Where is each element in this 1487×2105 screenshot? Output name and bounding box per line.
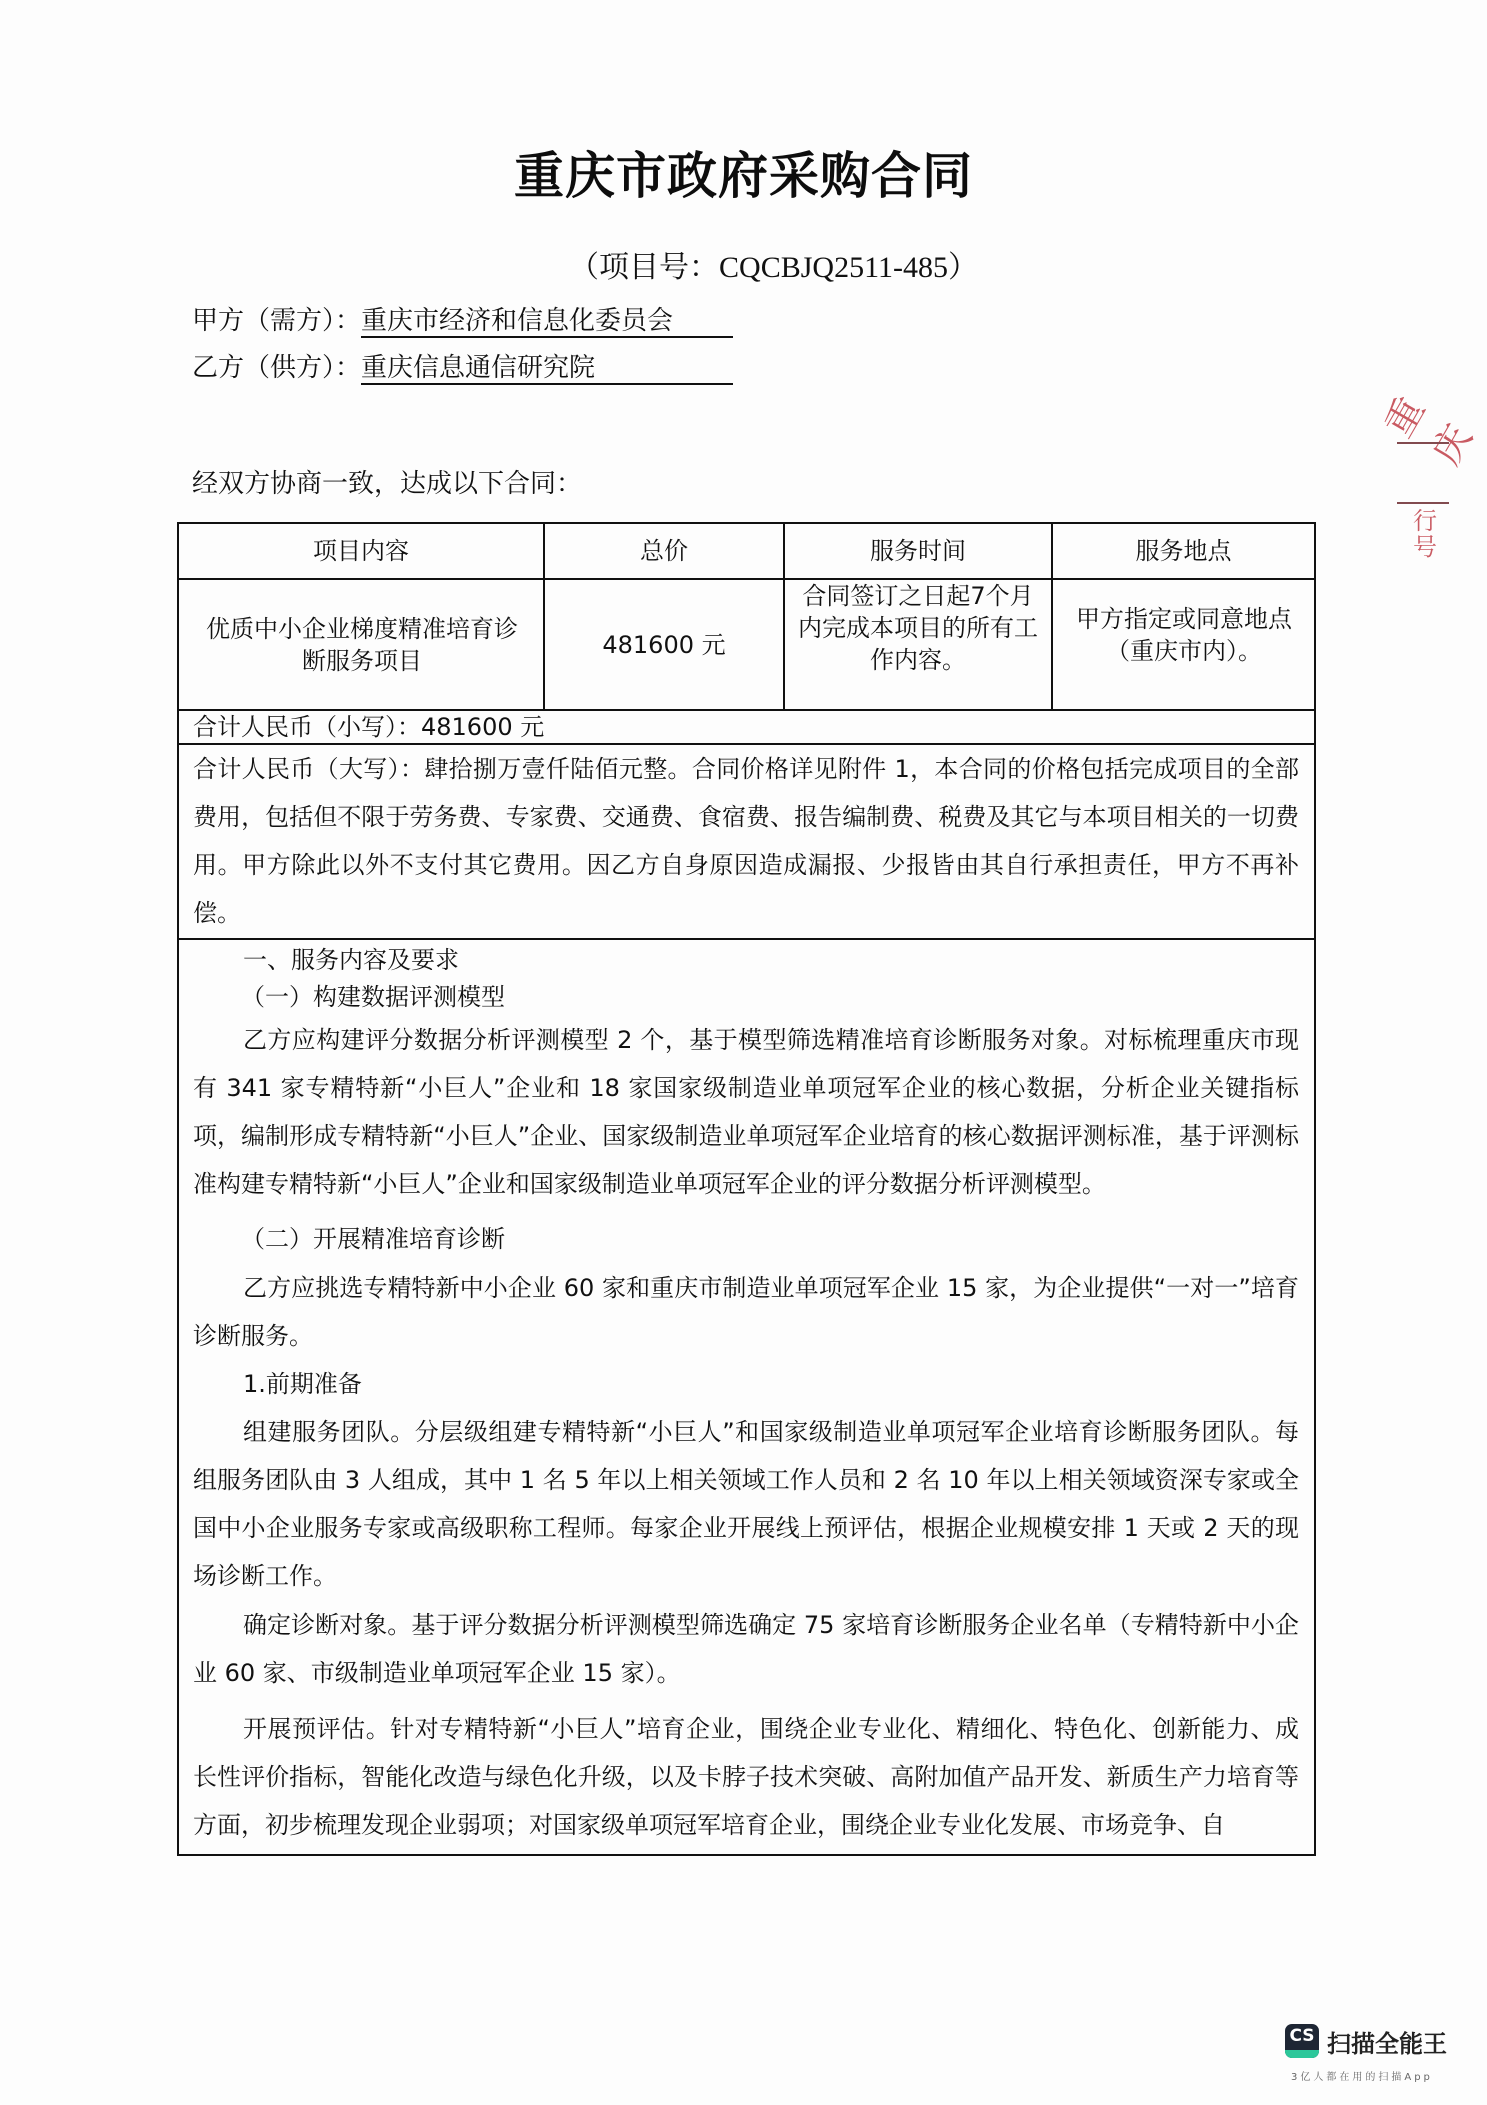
header-content: 项目内容 — [313, 537, 409, 565]
logo-text: CS — [1289, 2026, 1315, 2046]
step-1-paragraph-2: 确定诊断对象。基于评分数据分析评测模型筛选确定 75 家培育诊断服务企业名单（专精特新中小企业 60 家、市级制造业单项冠军企业 15 家）。 — [193, 1611, 1299, 1687]
stamp-line — [1397, 442, 1449, 444]
party-b-label: 乙方（供方）： — [192, 353, 362, 383]
contract-table — [177, 522, 1316, 1856]
subsection-1-title: （一）构建数据评测模型 — [241, 983, 505, 1011]
subsection-2-title: （二）开展精准培育诊断 — [241, 1225, 505, 1253]
total-lowercase: 合计人民币（小写）：481600 元 — [193, 713, 545, 741]
header-time: 服务时间 — [870, 537, 966, 565]
party-b — [192, 347, 733, 385]
header-location: 服务地点 — [1135, 537, 1232, 565]
cell-location: 甲方指定或同意地点（重庆市内）。 — [1076, 605, 1292, 665]
subsection-2-paragraph: 乙方应挑选专精特新中小企业 60 家和重庆市制造业单项冠军企业 15 家，为企业提供“一对一”培育诊断服务。 — [193, 1274, 1299, 1350]
official-seal-stamp — [1376, 350, 1481, 590]
party-a-label: 甲方（需方）： — [192, 306, 362, 336]
stamp-text-bottom: 行号 — [1413, 507, 1437, 561]
document-title: 重庆市政府采购合同 — [514, 147, 973, 205]
party-b-value: 重庆信息通信研究院 — [361, 353, 733, 385]
project-number: （项目号：CQCBJQ2511-485） — [569, 251, 978, 284]
step-1-paragraph-1: 组建服务团队。分层级组建专精特新“小巨人”和国家级制造业单项冠军企业培育诊断服务团队。每组服务团队由 3 人组成，其中 1 名 5 年以上相关领域工作人员和 2 名 10 年以上相关领域资深专家或全国中小企业服务专家或高级职称工程师。每家企业开展线上预评估，根据企业规模安排 1 天或 2 天的现场诊断工作。 — [193, 1418, 1299, 1590]
logo-stripe — [1285, 2050, 1319, 2058]
agreement-intro: 经双方协商一致，达成以下合同： — [192, 469, 583, 499]
section-title: 一、服务内容及要求 — [243, 946, 459, 974]
subsection-1-paragraph: 乙方应构建评分数据分析评测模型 2 个，基于模型筛选精准培育诊断服务对象。对标梳理重庆市现有 341 家专精特新“小巨人”企业和 18 家国家级制造业单项冠军企业的核心数据，分析企业关键指标项，编制形成专精特新“小巨人”企业、国家级制造业单项冠军企业培育的核心数据评测标准，基于评测标准构建专精特新“小巨人”企业和国家级制造业单项冠军企业的评分数据分析评测模型。 — [193, 1026, 1299, 1198]
stamp-text-top: 重庆 — [1376, 389, 1481, 473]
step-1-title: 1.前期准备 — [243, 1370, 362, 1398]
party-a-value: 重庆市经济和信息化委员会 — [361, 306, 733, 338]
party-a — [192, 300, 733, 338]
app-name: 扫描全能王 — [1327, 2030, 1447, 2058]
header-price: 总价 — [640, 537, 688, 565]
divider — [179, 938, 1314, 940]
app-tagline: 3亿人都在用的扫描App — [1291, 2072, 1433, 2083]
total-uppercase: 合计人民币（大写）：肆拾捌万壹仟陆佰元整。合同价格详见附件 1，本合同的价格包括完成项目的全部费用，包括但不限于劳务费、专家费、交通费、食宿费、报告编制费、税费及其它与本项目相关的一切费用。甲方除此以外不支付其它费用。因乙方自身原因造成漏报、少报皆由其自行承担责任，甲方不再补偿。 — [193, 755, 1299, 927]
cell-time: 合同签订之日起7个月内完成本项目的所有工作内容。 — [798, 582, 1038, 674]
divider — [179, 709, 1314, 711]
cell-price: 481600 元 — [602, 630, 726, 659]
scanner-watermark — [1285, 2020, 1475, 2090]
cell-content: 优质中小企业梯度精准培育诊断服务项目 — [206, 614, 518, 675]
camscanner-logo-icon — [1285, 2024, 1319, 2058]
stamp-line — [1397, 502, 1449, 504]
step-1-paragraph-3: 开展预评估。针对专精特新“小巨人”培育企业，围绕企业专业化、精细化、特色化、创新能力、成长性评价指标，智能化改造与绿色化升级，以及卡脖子技术突破、高附加值产品开发、新质生产力培育等方面，初步梳理发现企业弱项；对国家级单项冠军培育企业，围绕企业专业化发展、市场竞争、自 — [193, 1715, 1299, 1839]
